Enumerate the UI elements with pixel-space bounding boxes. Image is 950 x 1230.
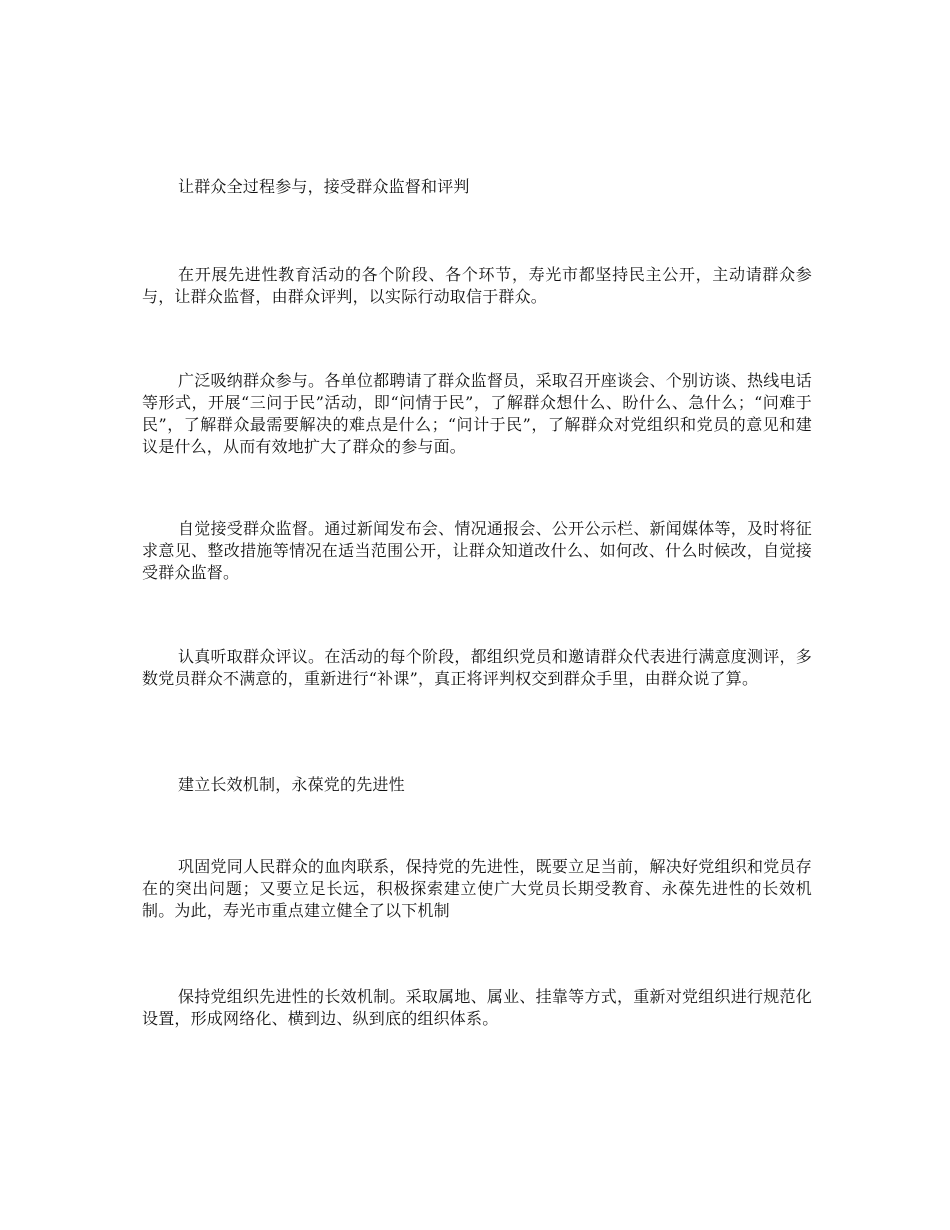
paragraph-accept-supervision: 自觉接受群众监督。通过新闻发布会、情况通报会、公开公示栏、新闻媒体等，及时将征求意见、整改措施等情况在适当范围公开，让群众知道改什么、如何改、什么时候改，自觉接受群众监督。 [142, 519, 812, 582]
section-heading-mass-participation: 让群众全过程参与，接受群众监督和评判 [178, 177, 470, 196]
paragraph-organization-mechanism: 保持党组织先进性的长效机制。采取属地、属业、挂靠等方式，重新对党组织进行规范化设置，形成网络化、横到边、纵到底的组织体系。 [142, 987, 812, 1028]
section-heading-long-term-mechanism: 建立长效机制，永葆党的先进性 [178, 775, 405, 794]
paragraph-listen-evaluation: 认真听取群众评议。在活动的每个阶段，都组织党员和邀请群众代表进行满意度测评，多数党员群众不满意的，重新进行“补课”，真正将评判权交到群众手里，由群众说了算。 [142, 647, 812, 688]
paragraph-consolidate-ties: 巩固党同人民群众的血肉联系，保持党的先进性，既要立足当前，解决好党组织和党员存在的突出问题；又要立足长远，积极探索建立使广大党员长期受教育、永葆先进性的长效机制。为此，寿光市重点建立健全了以下机制 [142, 857, 812, 920]
paragraph-intro-democracy: 在开展先进性教育活动的各个阶段、各个环节，寿光市都坚持民主公开，主动请群众参与，让群众监督，由群众评判，以实际行动取信于群众。 [142, 265, 812, 306]
paragraph-broad-participation: 广泛吸纳群众参与。各单位都聘请了群众监督员，采取召开座谈会、个别访谈、热线电话等形式，开展“三问于民”活动，即“问情于民”，了解群众想什么、盼什么、急什么；“问难于民”，了解群众最需要解决的难点是什么；“问计于民”，了解群众对党组织和党员的意见和建议是什么，从而有效地扩大了群众的参与面。 [142, 371, 812, 456]
